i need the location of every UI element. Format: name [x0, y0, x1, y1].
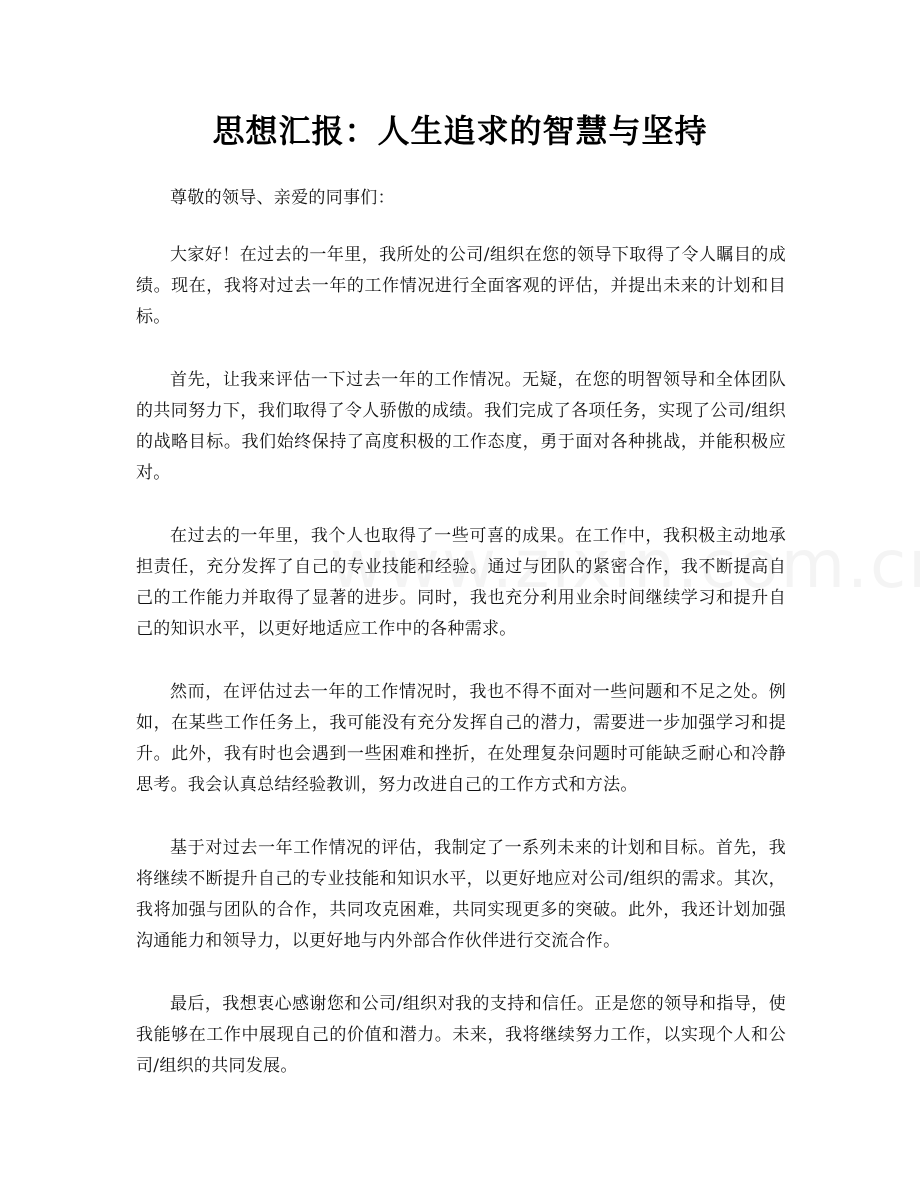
paragraph-1: 大家好！在过去的一年里，我所处的公司/组织在您的领导下取得了令人瞩目的成绩。现在，我将对过去一年的工作情况进行全面客观的评估，并提出未来的计划和目标。	[136, 245, 786, 327]
greeting-line: 尊敬的领导、亲爱的同事们：	[170, 188, 395, 208]
document-body	[136, 183, 786, 1114]
paragraph-6: 最后，我想衷心感谢您和公司/组织对我的支持和信任。正是您的领导和指导，使我能够在工作中展现自己的价值和潜力。未来，我将继续努力工作，以实现个人和公司/组织的共同发展。	[136, 994, 786, 1076]
paragraph-4: 然而，在评估过去一年的工作情况时，我也不得不面对一些问题和不足之处。例如，在某些工作任务上，我可能没有充分发挥自己的潜力，需要进一步加强学习和提升。此外，我有时也会遇到一些困难和挫折，在处理复杂问题时可能缺乏耐心和冷静思考。我会认真总结经验教训，努力改进自己的工作方式和方法。	[136, 682, 786, 795]
paragraph-2: 首先，让我来评估一下过去一年的工作情况。无疑，在您的明智领导和全体团队的共同努力下，我们取得了令人骄傲的成绩。我们完成了各项任务，实现了公司/组织的战略目标。我们始终保持了高度积极的工作态度，勇于面对各种挑战，并能积极应对。	[136, 370, 786, 483]
paragraph-5: 基于对过去一年工作情况的评估，我制定了一系列未来的计划和目标。首先，我将继续不断提升自己的专业技能和知识水平，以更好地应对公司/组织的需求。其次，我将加强与团队的合作，共同攻克困难，共同实现更多的突破。此外，我还计划加强沟通能力和领导力，以更好地与内外部合作伙伴进行交流合作。	[136, 838, 786, 951]
document-title: 思想汇报：人生追求的智慧与坚持	[212, 112, 708, 150]
paragraph-3: 在过去的一年里，我个人也取得了一些可喜的成果。在工作中，我积极主动地承担责任，充分发挥了自己的专业技能和经验。通过与团队的紧密合作，我不断提高自己的工作能力并取得了显著的进步。同时，我也充分利用业余时间继续学习和提升自己的知识水平，以更好地适应工作中的各种需求。	[136, 526, 786, 639]
